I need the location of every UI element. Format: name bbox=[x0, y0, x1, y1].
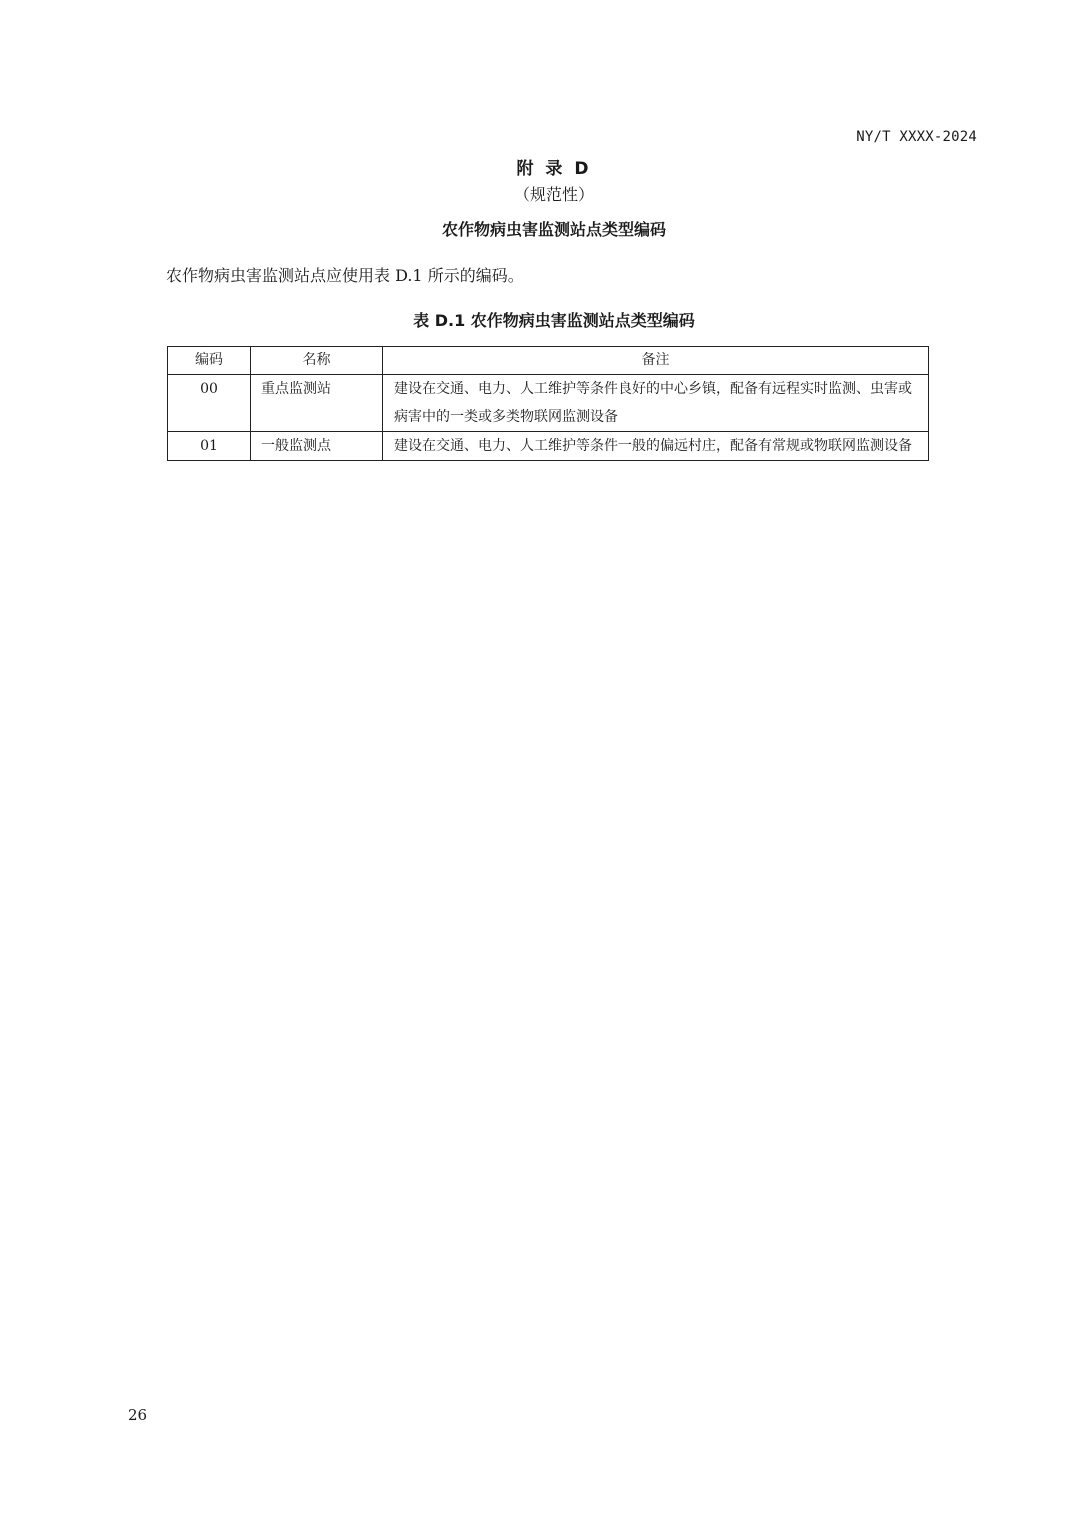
table-header-row bbox=[168, 347, 929, 375]
cell-code: 01 bbox=[168, 432, 251, 461]
table-caption: 表 D.1 农作物病虫害监测站点类型编码 bbox=[413, 311, 695, 330]
cell-code: 00 bbox=[168, 375, 251, 432]
cell-note: 建设在交通、电力、人工维护等条件良好的中心乡镇，配备有远程实时监测、虫害或病害中的一类或多类物联网监测设备 bbox=[383, 375, 929, 432]
intro-paragraph: 农作物病虫害监测站点应使用表 D.1 所示的编码。 bbox=[166, 266, 524, 285]
cell-name: 重点监测站 bbox=[251, 375, 383, 432]
cell-name: 一般监测点 bbox=[251, 432, 383, 461]
code-table bbox=[167, 346, 929, 461]
page-number: 26 bbox=[128, 1406, 148, 1424]
column-header-note: 备注 bbox=[383, 347, 929, 375]
column-header-code: 编码 bbox=[168, 347, 251, 375]
appendix-nature: （规范性） bbox=[513, 185, 594, 204]
standard-code: NY/T XXXX-2024 bbox=[856, 129, 977, 145]
column-header-name: 名称 bbox=[251, 347, 383, 375]
appendix-heading: 农作物病虫害监测站点类型编码 bbox=[441, 220, 666, 239]
cell-note: 建设在交通、电力、人工维护等条件一般的偏远村庄，配备有常规或物联网监测设备 bbox=[383, 432, 929, 461]
table-row bbox=[168, 432, 929, 461]
appendix-title: 附 录 D bbox=[516, 159, 592, 179]
table-row bbox=[168, 375, 929, 432]
